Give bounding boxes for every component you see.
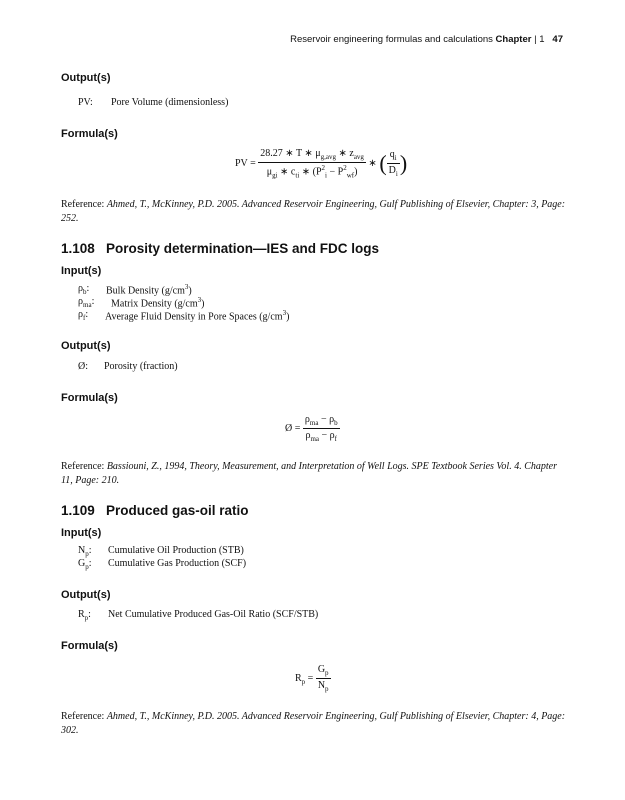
output-heading: Output(s) xyxy=(61,589,111,601)
input-heading: Input(s) xyxy=(61,265,102,277)
formula-heading: Formula(s) xyxy=(61,640,118,652)
output-description: Pore Volume (dimensionless) xyxy=(111,97,229,108)
output-symbol: PV: xyxy=(78,97,93,108)
pore-volume-formula: PV = $\frac{28.27 ∗ T ∗ \mu_{g,avg} ∗ z_{avg}}{\mu_{gi} ∗ c_{ti} ∗ (P^2_i - P^2_{wf})}$ ∗ ( $\frac{q_i}{D_i}$ ) xyxy=(235,148,408,180)
formula-numerator: 28.27 ∗ T ∗ $\mu_{g,avg}$ ∗ $z_{avg}$ xyxy=(260,148,364,161)
reference: Reference: Bassiouni, Z., 1994, Theory, Measurement, and Interpretation of Well Logs. SPE Textbook Series Vol. 4. Chapter 11, Page: 210. xyxy=(61,461,557,486)
output-heading: Output(s) xyxy=(61,340,111,352)
porosity-formula: Ø = $\frac{\rho_{ma} - \rho_b}{\rho_{ma} - \rho_f}$ xyxy=(285,414,338,443)
section-number: 1.109 xyxy=(61,503,95,518)
formula-heading: Formula(s) xyxy=(61,392,118,404)
formula-multiply: ∗ xyxy=(368,157,377,169)
output-row xyxy=(78,97,229,108)
section-heading xyxy=(61,503,249,518)
input-row: $\rho_b$: Bulk Density $(g/cm^3)$ xyxy=(78,283,192,297)
input-row: $\rho_f$: Average Fluid Density in Pore Spaces $(g/cm^3)$ xyxy=(78,309,290,323)
input-row: $N_p$: Cumulative Oil Production (STB) xyxy=(78,545,244,558)
formula-q-over-d: $\frac{q_i}{D_i}$ xyxy=(388,149,398,179)
reference: Reference: Ahmed, T., McKinney, P.D. 2005. Advanced Reservoir Engineering, Gulf Publishing of Elsevier, Chapter: 4, Page: 302. xyxy=(61,711,566,736)
reference: Reference: Ahmed, T., McKinney, P.D. 2005. Advanced Reservoir Engineering, Gulf Publishing of Elsevier, Chapter: 3, Page: 252. xyxy=(61,199,566,224)
running-title: Reservoir engineering formulas and calculations xyxy=(290,34,493,45)
section-title: Porosity determination—IES and FDC logs xyxy=(106,241,380,256)
input-row: $\rho_{ma}$: Matrix Density $(g/cm^3)$ xyxy=(78,296,205,310)
section-heading xyxy=(61,241,379,256)
formula-lhs: PV xyxy=(235,157,248,169)
formula-heading: Formula(s) xyxy=(61,128,118,140)
gas-oil-ratio-formula: $R_p$ = $\frac{G_p}{N_p}$ xyxy=(295,664,329,693)
section-number: 1.108 xyxy=(61,241,95,256)
page-number: 47 xyxy=(552,34,563,45)
formula-fraction xyxy=(258,148,366,179)
running-header xyxy=(290,34,563,45)
output-row: Ø: Porosity (fraction) xyxy=(78,361,178,372)
section-title: Produced gas-oil ratio xyxy=(106,503,249,518)
input-heading: Input(s) xyxy=(61,527,102,539)
output-heading: Output(s) xyxy=(61,72,111,84)
chapter-label: Chapter xyxy=(495,34,532,45)
output-row: $R_p$: Net Cumulative Produced Gas-Oil Ratio (SCF/STB) xyxy=(78,609,319,622)
formula-denominator: $\mu_{gi}$ ∗ $c_{ti}$ ∗ $(P^2_i - P^2_{wf})$ xyxy=(266,164,358,180)
header-separator: | xyxy=(534,34,537,45)
input-row: $G_p$: Cumulative Gas Production (SCF) xyxy=(78,558,247,571)
chapter-number: 1 xyxy=(539,34,545,45)
